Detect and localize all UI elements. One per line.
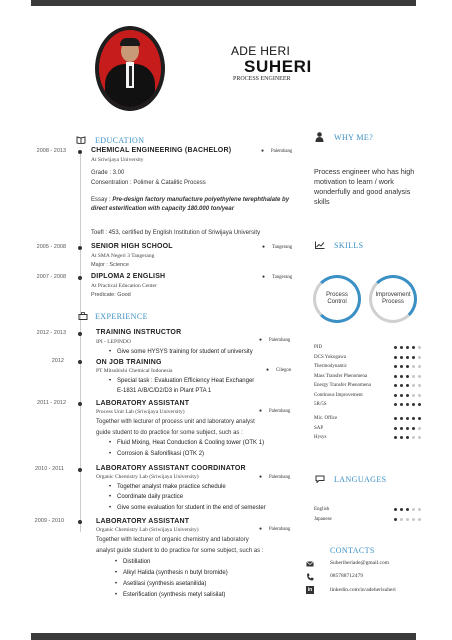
skill-label: Continous Improvement: [314, 392, 363, 398]
level-dot: [406, 384, 409, 387]
edu2-loc: Tangerang: [272, 245, 293, 250]
level-dot: [400, 346, 403, 349]
level-dot: [406, 518, 409, 521]
contacts-title: CONTACTS: [330, 546, 375, 555]
exp2-org: PT Mitsubishi Chemical Indonesia: [96, 368, 173, 374]
level-dot: [412, 356, 415, 359]
why-text: Process engineer who has high motivation to learn / work wonderfully and good analysis skills: [314, 167, 415, 206]
skill-row: [314, 517, 424, 522]
level-dot: [394, 518, 397, 521]
skill-label: English: [314, 507, 330, 512]
skill-circle-process-control: [313, 275, 361, 323]
location-pin-icon: ●: [266, 367, 270, 373]
edu1-loc: Palembang: [271, 149, 293, 154]
job-role: PROCESS ENGINEER: [233, 76, 291, 82]
exp4-bullet: • Coordinate daily practice: [117, 494, 183, 500]
level-dot: [394, 403, 397, 406]
edu1-title: CHEMICAL ENGINEERING (BACHELOR): [91, 147, 232, 154]
level-dot: [418, 427, 421, 430]
level-dot: [412, 417, 415, 420]
level-dot: [418, 403, 421, 406]
level-dot: [412, 427, 415, 430]
exp5-desc: Together with lecturer of organic chemistry and laboratory: [96, 537, 249, 543]
skill-row: [314, 402, 424, 407]
timeline-dot: [78, 520, 82, 524]
exp1-org: IPI - LEPINDO: [96, 339, 131, 345]
location-pin-icon: ●: [259, 526, 263, 532]
level-dot: [400, 403, 403, 406]
skill-label: PID: [314, 345, 323, 350]
edu1-essay: Essay : Pre-design factory manufacture polyethylene terephthalate by direct esterification with capacity 180.000 ton/year: [91, 197, 290, 212]
level-dot: [406, 403, 409, 406]
location-pin-icon: ●: [262, 244, 266, 250]
level-dot: [406, 394, 409, 397]
level-dot: [412, 518, 415, 521]
contact-email[interactable]: Suheriheriade@gmail.com: [330, 560, 389, 566]
exp2-bullet: • Special task : Evaluation Efficiency Heat Exchanger: [117, 378, 254, 384]
level-dot: [400, 508, 403, 511]
edu2-title: SENIOR HIGH SCHOOL: [91, 243, 173, 250]
level-dot: [412, 375, 415, 378]
level-dot: [412, 403, 415, 406]
exp3-desc: Together with lecturer of process unit and laboratory analyst: [96, 419, 255, 425]
exp4-bullet: • Together analyst make practice schedule: [117, 484, 226, 490]
bottom-bar: [31, 633, 416, 640]
skill-label: Thermodynamic: [314, 364, 348, 369]
skill-level-dots: [394, 346, 424, 351]
edu2-major: Major : Science: [91, 262, 129, 268]
level-dot: [418, 508, 421, 511]
experience-title: EXPERIENCE: [95, 312, 148, 321]
skill-circle-label: Improvement Process: [375, 291, 411, 305]
level-dot: [412, 508, 415, 511]
education-title: EDUCATION: [95, 136, 145, 145]
skill-label: DCS Yokogawa: [314, 354, 346, 360]
level-dot: [400, 394, 403, 397]
timeline-dot: [78, 332, 82, 336]
location-pin-icon: ●: [261, 148, 265, 154]
skill-level-dots: [394, 356, 424, 361]
timeline-line: [80, 152, 81, 532]
edu3-loc: Tangerang: [272, 275, 293, 280]
exp5-bullet: • Alkyl Halida (synthesis n butyl bromide): [123, 570, 228, 576]
exp5-date: 2009 - 2010: [34, 518, 64, 524]
edu1-grade: Grade : 3.00: [91, 170, 125, 176]
skill-level-dots: [394, 384, 424, 389]
level-dot: [400, 436, 403, 439]
skill-row: [314, 435, 424, 440]
level-dot: [412, 394, 415, 397]
edu1-concentration: Consentration : Polimer & Catalitic Process: [91, 180, 206, 186]
exp4-date: 2010 - 2011: [35, 466, 64, 472]
name-last: SUHERI: [244, 57, 312, 76]
exp3-loc: Palembang: [269, 409, 291, 414]
level-dot: [406, 375, 409, 378]
location-pin-icon: ●: [262, 274, 266, 280]
skill-circle-label: Process Control: [326, 291, 348, 305]
level-dot: [412, 436, 415, 439]
exp1-loc: Palembang: [269, 338, 291, 343]
exp4-org: Organic Chemistry Lab (Sriwijaya University): [96, 474, 199, 480]
book-icon: [76, 136, 86, 144]
why-title: WHY ME?: [334, 133, 374, 142]
level-dot: [412, 384, 415, 387]
skill-label: Hysys: [314, 435, 327, 440]
location-pin-icon: ●: [259, 337, 263, 343]
level-dot: [394, 427, 397, 430]
skill-level-dots: [394, 518, 424, 523]
level-dot: [418, 375, 421, 378]
exp4-loc: Palembang: [269, 475, 291, 480]
level-dot: [418, 365, 421, 368]
skill-row: [314, 426, 424, 431]
level-dot: [400, 427, 403, 430]
timeline-dot: [78, 150, 82, 154]
skill-level-dots: [394, 365, 424, 370]
level-dot: [418, 394, 421, 397]
level-dot: [394, 346, 397, 349]
level-dot: [406, 508, 409, 511]
exp5-loc: Palembang: [269, 527, 291, 532]
skills-title: SKILLS: [334, 241, 364, 250]
exp3-bullet: • Corrosion & Safonifikasi (OTK 2): [117, 451, 204, 457]
name-first: ADE HERI: [231, 44, 291, 58]
edu3-predicate: Predicate: Good: [91, 292, 131, 298]
skill-row: [314, 345, 424, 350]
exp4-bullet: • Give some evaluation for student in the end of semester: [117, 505, 266, 511]
location-pin-icon: ●: [259, 474, 263, 480]
exp5-bullet: • Esterification (synthesis metyl salisilat): [123, 592, 225, 598]
exp3-date: 2011 - 2012: [37, 400, 66, 406]
skill-level-dots: [394, 417, 424, 422]
skill-level-dots: [394, 436, 424, 441]
edu1-toefl: Toefl : 453, certified by English Institution of Sriwijaya University: [91, 230, 261, 236]
chat-icon: [315, 475, 325, 483]
exp2-date: 2012: [51, 358, 64, 364]
skill-row: [314, 507, 424, 512]
skill-level-dots: [394, 427, 424, 432]
skill-row: [314, 416, 424, 421]
skill-row: [314, 383, 424, 388]
skill-label: Energy Transfer Phenomena: [314, 383, 371, 388]
person-icon: [315, 132, 324, 142]
skill-row: [314, 355, 424, 360]
exp3-title: LABORATORY ASSISTANT: [96, 400, 190, 407]
level-dot: [406, 365, 409, 368]
level-dot: [412, 365, 415, 368]
level-dot: [400, 356, 403, 359]
profile-photo: [95, 26, 165, 111]
level-dot: [412, 346, 415, 349]
level-dot: [394, 365, 397, 368]
skill-circle-improvement-process: [369, 275, 417, 323]
exp2-loc: Cilegon: [276, 368, 292, 373]
skill-row: [314, 374, 424, 379]
level-dot: [400, 417, 403, 420]
top-bar: [31, 0, 416, 6]
level-dot: [418, 346, 421, 349]
location-pin-icon: ●: [259, 408, 263, 414]
level-dot: [400, 518, 403, 521]
skill-level-dots: [394, 508, 424, 513]
level-dot: [400, 365, 403, 368]
level-dot: [394, 356, 397, 359]
level-dot: [394, 436, 397, 439]
exp5-title: LABORATORY ASSISTANT: [96, 518, 190, 525]
skill-label: Mic. Office: [314, 416, 338, 421]
edu1-place: At Sriwijaya University: [91, 157, 144, 163]
timeline-dot: [78, 360, 82, 364]
level-dot: [418, 384, 421, 387]
skill-row: [314, 364, 424, 369]
contact-phone: 085788712479: [330, 573, 363, 579]
exp2-title: ON JOB TRAINING: [96, 359, 162, 366]
timeline-dot: [78, 402, 82, 406]
edu3-title: DIPLOMA 2 ENGLISH: [91, 273, 166, 280]
exp5-bullet: • Asetilasi (synthesis asetanilida): [123, 581, 206, 587]
languages-title: LANGUAGES: [334, 475, 387, 484]
contact-linkedin[interactable]: linkedin.com/in/adeherisuheri: [330, 587, 396, 593]
skill-label: SAP: [314, 425, 324, 431]
email-icon: [306, 561, 314, 567]
edu1-date: 2008 - 2013: [36, 148, 66, 154]
level-dot: [394, 417, 397, 420]
edu2-place: At SMA Negeri 3 Tangerang: [91, 253, 155, 259]
phone-icon: [306, 573, 314, 581]
exp5-org: Organic Chemistry Lab (Sriwijaya University): [96, 527, 199, 533]
level-dot: [406, 427, 409, 430]
exp5-desc-cont: analyst guide student to do practice for some subject, such as :: [96, 548, 264, 554]
exp1-title: TRAINING INSTRUCTOR: [96, 329, 182, 336]
exp3-bullet: • Fluid Mixing, Heat Conduction & Cooling tower (OTK 1): [117, 440, 264, 446]
skill-label: Mass Transfer Phenomena: [314, 373, 368, 379]
level-dot: [400, 384, 403, 387]
level-dot: [394, 375, 397, 378]
skill-label: 5R/5S: [314, 402, 327, 407]
level-dot: [394, 508, 397, 511]
level-dot: [394, 394, 397, 397]
skill-level-dots: [394, 375, 424, 380]
edu3-date: 2007 - 2008: [36, 274, 66, 280]
level-dot: [418, 518, 421, 521]
exp5-bullet: • Distillation: [123, 559, 150, 565]
level-dot: [406, 417, 409, 420]
level-dot: [418, 356, 421, 359]
level-dot: [406, 346, 409, 349]
timeline-dot: [78, 246, 82, 250]
timeline-dot: [78, 276, 82, 280]
level-dot: [394, 384, 397, 387]
exp2-bullet-cont: E-1831 A/B/C/D2/D3 in Plant PTA 1: [117, 388, 212, 394]
skill-level-dots: [394, 403, 424, 408]
briefcase-icon: [78, 312, 88, 320]
level-dot: [418, 436, 421, 439]
level-dot: [406, 356, 409, 359]
exp4-title: LABORATORY ASSISTANT COORDINATOR: [96, 465, 246, 472]
skill-row: [314, 393, 424, 398]
edu2-date: 2005 - 2008: [36, 244, 66, 250]
exp3-org: Process Unit Lab (Sriwijaya University): [96, 409, 185, 415]
exp3-desc-cont: guide student to do practice for some subject, such as :: [96, 430, 243, 436]
timeline-dot: [78, 468, 82, 472]
linkedin-icon: in: [307, 587, 313, 593]
level-dot: [400, 375, 403, 378]
exp1-date: 2012 - 2013: [36, 330, 66, 336]
skill-label: Japanese: [314, 516, 332, 522]
level-dot: [406, 436, 409, 439]
chart-icon: [315, 241, 325, 249]
skill-level-dots: [394, 394, 424, 399]
exp1-bullet: • Give some HYSYS training for student of university: [117, 349, 253, 355]
level-dot: [418, 417, 421, 420]
edu3-place: At Practical Education Center: [91, 283, 157, 289]
